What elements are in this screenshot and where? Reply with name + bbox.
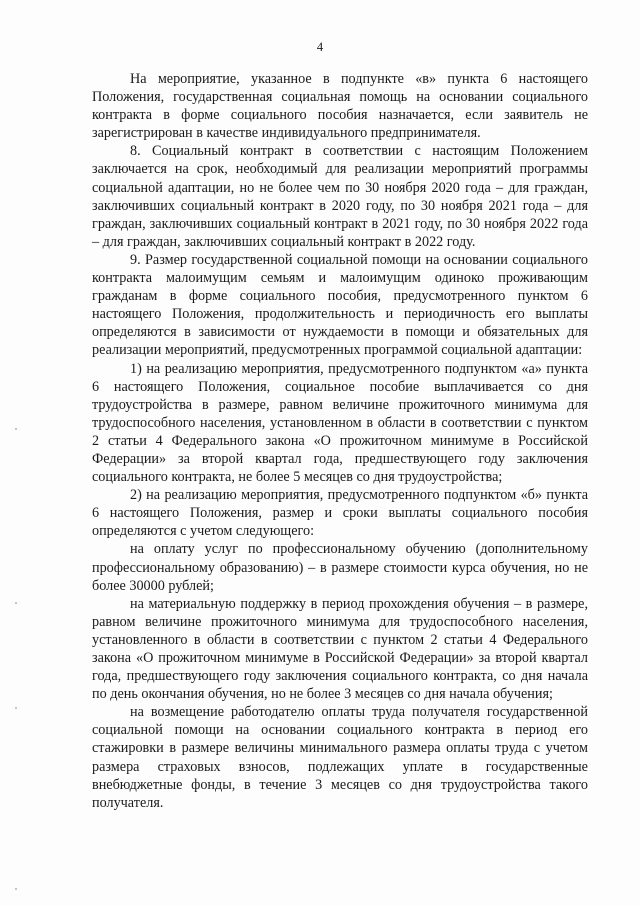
paragraph-8-contract-term: 8. Социальный контракт в соответствии с настоящим Положением заключается на срок, необходимый для реализации мероприятий программы социальной адаптации, но не более чем по 30 ноября 2020 года – для граждан, заключивших социальный контракт в 2020 году, по 30 ноября 2021 года – для граждан, заключивших социальный контракт в 2021 году, по 30 ноября 2022 года – для граждан, заключивших социальный контракт в 2022 году. — [92, 143, 588, 250]
document-body — [92, 70, 588, 812]
scan-speck — [15, 707, 17, 709]
paragraph-employer-compensation: на возмещение работодателю оплаты труда получателя государственной социальной помощи на основании социального контракта в период его стажировки в размере величины минимального размера оплаты труда с учетом размера страховых взносов, подлежащих уплате в государственные внебюджетные фонды, в течение 3 месяцев со дня трудоустройства такого получателя. — [92, 704, 588, 811]
paragraph-material-support: на материальную поддержку в период прохождения обучения – в размере, равном величине прожиточного минимума для трудоспособного населения, установленного в области в соответствии с пунктом 2 статьи 4 Федерального закона «О прожиточном минимуме в Российской Федерации» за второй квартал года, предшествующего году заключения социального контракта, со дня начала по день окончания обучения, но не более 3 месяцев со дня начала обучения; — [92, 595, 588, 703]
paragraph-9-item-1: 1) на реализацию мероприятия, предусмотренного подпунктом «а» пункта 6 настоящего Положения, социальное пособие выплачивается со дня трудоустройства в размере, равном величине прожиточного минимума для трудоспособного населения, установленном в области в соответствии с пунктом 2 статьи 4 Федерального закона «О прожиточном минимуме в Российской Федерации» за второй квартал года, предшествующего году заключения социального контракта, не более 5 месяцев со дня трудоустройства; — [92, 360, 588, 486]
scan-speck — [15, 602, 17, 604]
paragraph-subpoint-v-note: На мероприятие, указанное в подпункте «в» пункта 6 настоящего Положения, государственная социальная помощь на основании социального контракта в форме социального пособия назначается, если заявитель не зарегистрирован в качестве индивидуального предпринимателя. — [92, 71, 588, 142]
scan-speck — [15, 428, 17, 430]
scan-speck — [15, 888, 17, 890]
paragraph-9-benefit-size: 9. Размер государственной социальной помощи на основании социального контракта малоимущим семьям и малоимущим одиноко проживающим гражданам в форме социального пособия, предусмотренного пунктом 6 настоящего Положения, продолжительность и периодичность его выплаты определяются в зависимости от нуждаемости в помощи и обязательных для реализации мероприятий, предусмотренных программой социальной адаптации: — [92, 251, 588, 359]
paragraph-training-payment: на оплату услуг по профессиональному обучению (дополнительному профессиональному образованию) – в размере стоимости курса обучения, но не более 30000 рублей; — [92, 541, 588, 594]
page-number: 4 — [316, 40, 324, 54]
paragraph-9-item-2: 2) на реализацию мероприятия, предусмотренного подпунктом «б» пункта 6 настоящего Положения, размер и сроки выплаты социального пособия определяются с учетом следующего: — [92, 487, 588, 540]
